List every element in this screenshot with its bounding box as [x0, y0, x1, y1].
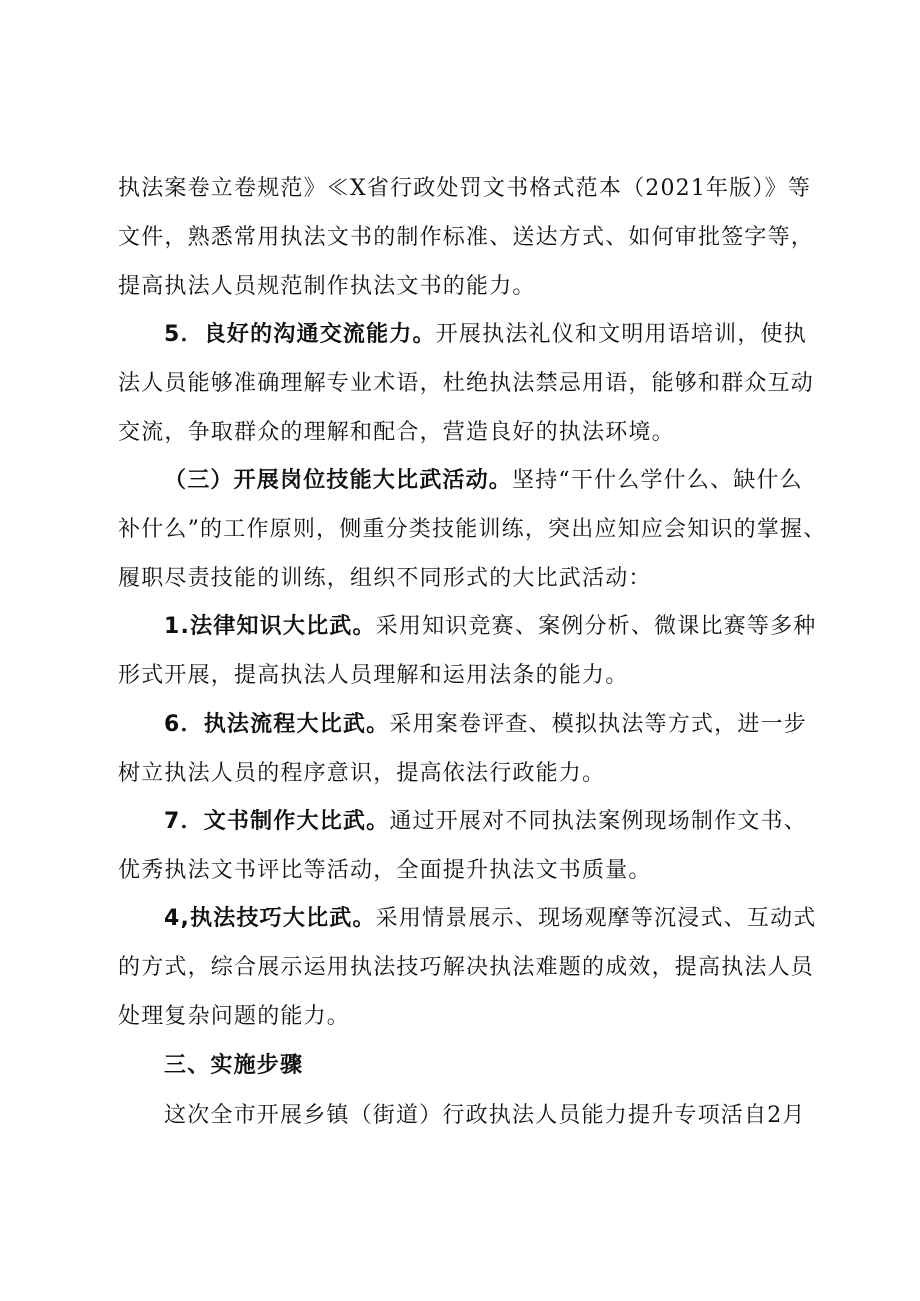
item-heading: 1.法律知识大比武。 — [164, 614, 376, 639]
paragraph-skill-competition — [118, 456, 827, 603]
paragraph-legal-knowledge — [118, 602, 823, 700]
text-line — [118, 602, 823, 651]
text-line: 法人员能够准确理解专业术语，杜绝执法禁忌用语，能够和群众互动 — [118, 371, 815, 396]
text-line: 补什么”的工作原则，侧重分类技能训练，突出应知应会知识的掌握、 — [118, 517, 827, 542]
text-line: 的方式，综合展示运用执法技巧解决执法难题的成效，提高执法人员 — [118, 955, 815, 980]
paragraph-enforcement-skills — [118, 894, 823, 1041]
section-implementation-steps — [118, 1041, 823, 1090]
paragraph-document-making — [118, 797, 823, 895]
text-line: 提高执法人员规范制作执法文书的能力。 — [118, 274, 536, 299]
item-text: 采用知识竞赛、案例分析、微课比赛等多种 — [375, 614, 817, 639]
text-line: 执法案卷立卷规范》≪X省行政处罚文书格式范本（2021年版）》等 — [118, 176, 812, 201]
section-title: 三、实施步骤 — [164, 1053, 304, 1078]
paragraph-communication-ability — [118, 310, 823, 457]
text-line: 履职尽责技能的训练，组织不同形式的大比武活动： — [118, 566, 652, 591]
text-line: 优秀执法文书评比等活动，全面提升执法文书质量。 — [118, 858, 652, 883]
item-heading: 6．执法流程大比武。 — [164, 712, 390, 737]
item-text: 通过开展对不同执法案例现场制作文书、 — [389, 809, 807, 834]
text-line — [118, 456, 823, 505]
paragraph-activity-timeline — [118, 1091, 823, 1140]
text-line: 树立执法人员的程序意识，提高依法行政能力。 — [118, 761, 606, 786]
text-line — [118, 310, 823, 359]
text-line: 文件，熟悉常用执法文书的制作标准、送达方式、如何审批签字等， — [118, 225, 815, 250]
text-line: 形式开展，提高执法人员理解和运用法条的能力。 — [118, 663, 629, 688]
text-line: 处理复杂问题的能力。 — [118, 1004, 351, 1029]
item-heading: 5．良好的沟通交流能力。 — [164, 322, 436, 347]
text-line — [118, 700, 823, 749]
item-heading: 7．文书制作大比武。 — [164, 809, 390, 834]
text-line: 交流，争取群众的理解和配合，营造良好的执法环境。 — [118, 420, 675, 445]
item-text: 采用情景展示、现场观摩等沉浸式、互动式 — [375, 906, 817, 931]
text-line: 这次全市开展乡镇（街道）行政执法人员能力提升专项活自2月 — [164, 1103, 806, 1128]
item-heading: 4,执法技巧大比武。 — [164, 906, 376, 931]
item-text: 开展执法礼仪和文明用语培训，使执 — [435, 322, 807, 347]
text-line — [118, 797, 823, 846]
item-text: 采用案卷评查、模拟执法等方式，进一步 — [389, 712, 807, 737]
paragraph-doc-standards — [118, 164, 823, 311]
item-text: 坚持“干什么学什么、缺什么 — [512, 468, 803, 493]
paragraph-enforcement-process — [118, 700, 823, 798]
text-line — [118, 894, 823, 943]
section-heading: （三）开展岗位技能大比武活动。 — [164, 468, 513, 493]
